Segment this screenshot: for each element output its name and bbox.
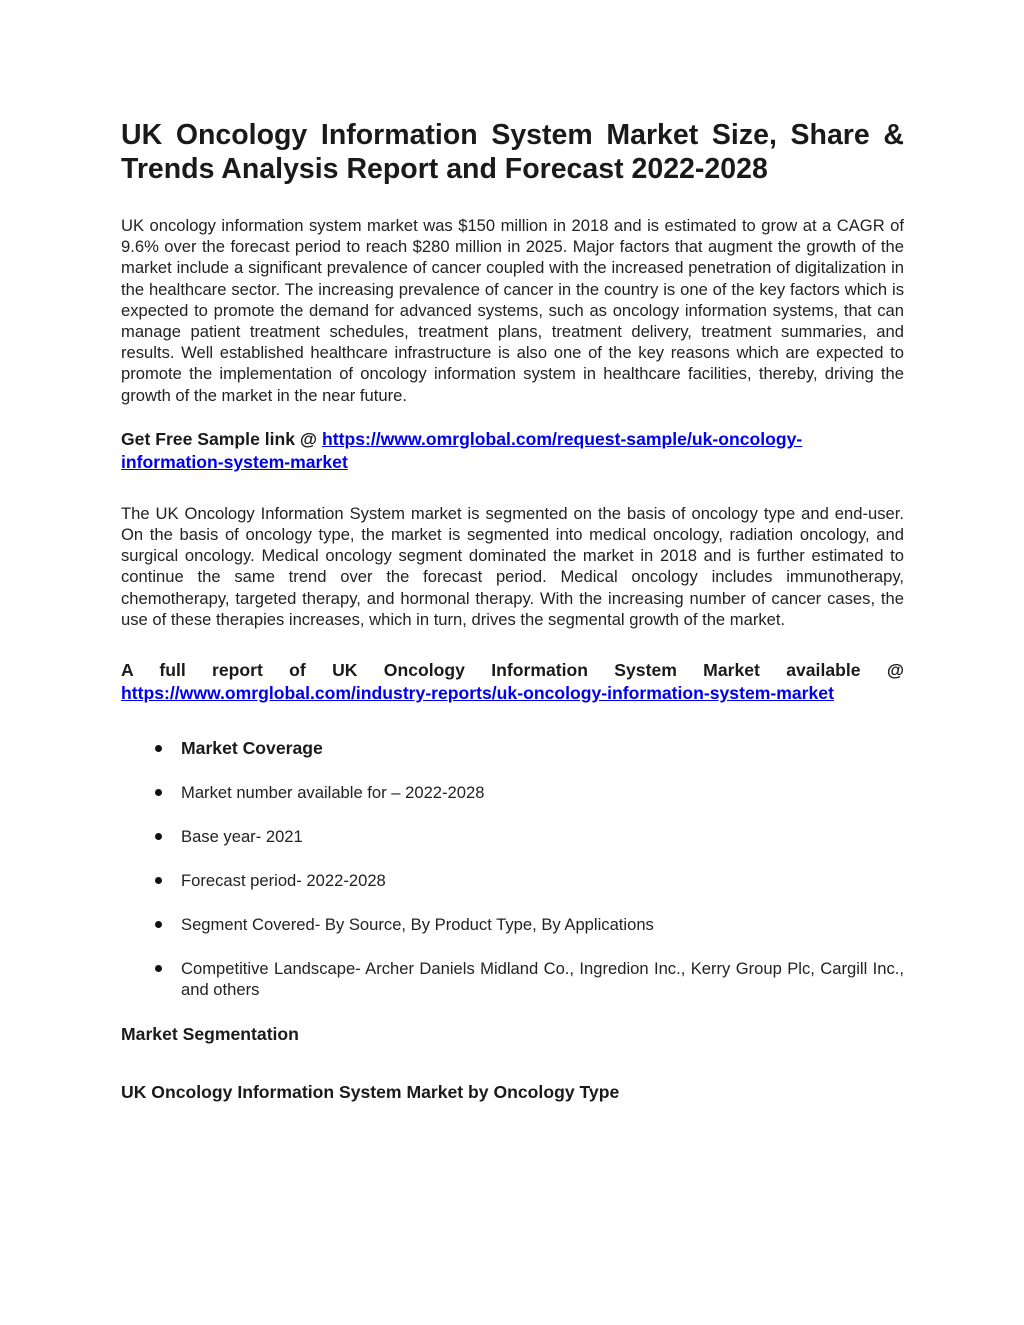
bullet-icon	[155, 789, 162, 796]
sample-link-label: Get Free Sample link @	[121, 428, 322, 449]
segmentation-paragraph: The UK Oncology Information System market is segmented on the basis of oncology type and end-user. On the basis of oncology type, the market is segmented into medical oncology, radiation oncology, and surgical oncology. Medical oncology segment dominated the market in 2018 and is further estimated to continue the same trend over the forecast period. Medical oncology includes immunotherapy, chemotherapy, targeted therapy, and hormonal therapy. With the increasing number of cancer cases, the use of these therapies increases, which in turn, drives the segmental growth of the market.	[121, 503, 904, 629]
list-item-text: Base year- 2021	[181, 826, 303, 846]
full-report-line	[121, 659, 904, 705]
full-report-link[interactable]: https://www.omrglobal.com/industry-reports/uk-oncology-information-system-market	[121, 683, 834, 704]
list-item	[121, 782, 904, 803]
page-title: UK Oncology Information System Market Size, Share & Trends Analysis Report and Forecast 2022-2028	[121, 119, 904, 185]
bullet-icon	[155, 833, 162, 840]
list-item	[121, 870, 904, 891]
market-coverage-list	[121, 738, 904, 1000]
sample-link-line	[121, 428, 904, 474]
list-item-text: Forecast period- 2022-2028	[181, 870, 386, 890]
list-item-text: Market Coverage	[181, 738, 323, 759]
section-heading-oncology-type: UK Oncology Information System Market by Oncology Type	[121, 1081, 620, 1102]
document-page	[121, 118, 904, 1103]
sample-request-link[interactable]: https://www.omrglobal.com/request-sample/uk-oncology-information-system-market	[121, 428, 803, 472]
list-item-text: Competitive Landscape- Archer Daniels Midland Co., Ingredion Inc., Kerry Group Plc, Cargill Inc., and others	[181, 958, 904, 999]
list-item-text: Market number available for – 2022-2028	[181, 782, 485, 802]
list-item	[121, 826, 904, 847]
bullet-icon	[155, 965, 162, 972]
list-item-text: Segment Covered- By Source, By Product Type, By Applications	[181, 914, 654, 934]
full-report-label: A full report of UK Oncology Information System Market available @	[121, 660, 904, 681]
bullet-icon	[155, 877, 162, 884]
list-item	[121, 914, 904, 935]
intro-paragraph: UK oncology information system market was $150 million in 2018 and is estimated to grow at a CAGR of 9.6% over the forecast period to reach $280 million in 2025. Major factors that augment the growth of the market include a significant prevalence of cancer coupled with the increased penetration of digitalization in the healthcare sector. The increasing prevalence of cancer in the country is one of the key factors which is expected to promote the demand for advanced systems, such as oncology information systems, that can manage patient treatment schedules, treatment plans, treatment delivery, treatment summaries, and results. Well established healthcare infrastructure is also one of the key reasons which are expected to promote the implementation of oncology information system in healthcare facilities, thereby, driving the growth of the market in the near future.	[121, 216, 904, 405]
list-item	[121, 958, 904, 1001]
list-item	[121, 738, 904, 759]
section-heading-market-segmentation: Market Segmentation	[121, 1023, 299, 1044]
bullet-icon	[155, 745, 162, 752]
bullet-icon	[155, 921, 162, 928]
